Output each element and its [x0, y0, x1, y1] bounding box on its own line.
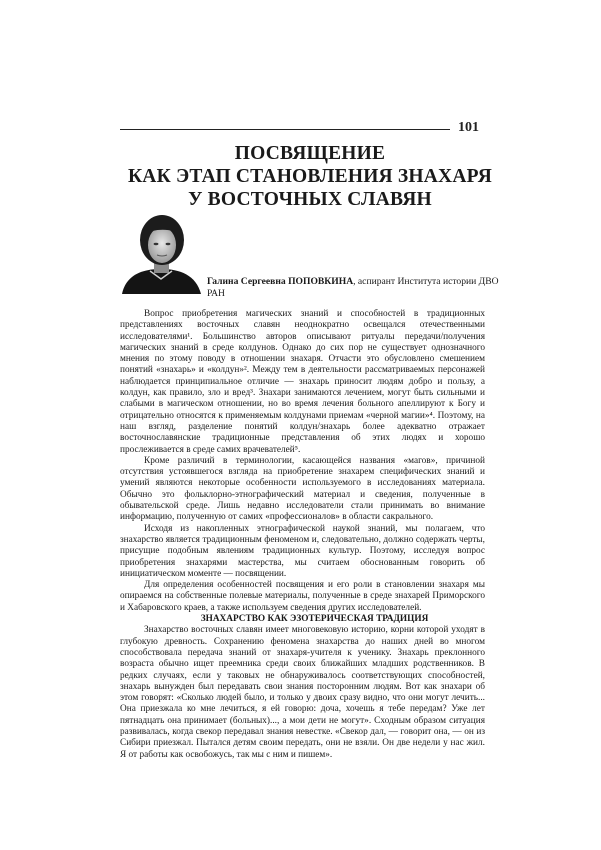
body-paragraph: Исходя из накопленных этнографической наукой знаний, мы полагаем, что знахарство является традиционным феноменом и, следовательно, должно содержать черты, присущие подобным явлениям традиционных культур. Поэтому, исследуя вопрос приобретения знахарями мастерства, мы считаем обоснованным говорить об инициатическом моменте — посвящении.: [120, 523, 485, 579]
body-paragraph: Для определения особенностей посвящения и его роли в становлении знахаря мы опираемся на собственные полевые материалы, полученные в среде знахарей Приморского и Хабаровского краев, а также используем сведения других исследователей.: [120, 580, 485, 613]
author-name: Галина Сергеевна ПОПОВКИНА: [207, 276, 354, 287]
page-number: 101: [458, 120, 479, 135]
section-heading: ЗНАХАРСТВО КАК ЭЗОТЕРИЧЕСКАЯ ТРАДИЦИЯ: [200, 614, 429, 625]
header-rule: [120, 129, 450, 130]
body-paragraph: Вопрос приобретения магических знаний и способностей в традиционных представлениях восточных славян неоднократно освещался отечественными исследователями¹. Большинство авторов описывают ритуалы передачи/получения магических знаний в среде колдунов. Однако до сих пор не существует однозначного мнения по этому поводу в отношении знахаря. Отчасти это обусловлено смешением понятий «знахарь» и «колдун»². Между тем в деятельности рассматриваемых персонажей наблюдается принципиальное отличие — знахарь приносит людям добро и пользу, а колдун, как правило, зло и вред³. Знахари занимаются лечением, могут быть сильными и слабыми в магическом отношении, но во время лечения больного апеллируют к Богу и отрицательно относятся к применяемым колдунами приемам «черной магии»⁴. Поэтому, на наш взгляд, разделение понятий колдун/знахарь более адекватно отражает восточнославянские традиционные представления об этих людях и хорошо прослеживается в среде самих врачевателей⁵.: [120, 309, 485, 455]
body-paragraph: Знахарство восточных славян имеет многовековую историю, корни которой уходят в глубокую древность. Сохранению феномена знахарства до наших дней во многом способствовала передача знаний от знахаря-учителя к ученику. Знахарь преклонного возраста обычно ищет преемника среди своих ближайших младших родственников. В редких случаях, если у таковых не обнаруживалось соответствующих способностей, знахарь вынужден был передавать свои знания посторонним людям. Вот как знахари об этом говорят: «Сколько людей было, и только у двоих сразу видно, что они могут лечить... Она приезжала ко мне лечиться, я ей говорю: доча, хочешь я тебе передам? Уже лет пятнадцать она принимает (больных)..., а мои дети не могут». Сходным образом ситуация развивалась, когда свекор передавал знания невестке. «Свекор дал, — говорит она, — он из Сибири приезжал. Пытался детям своим передать, они не взяли. Он две недели у нас жил. Я от работы как освобожусь, так мы с ним и пишем».: [120, 625, 485, 760]
title-line: КАК ЭТАП СТАНОВЛЕНИЯ ЗНАХАРЯ: [127, 166, 493, 187]
title-line: ПОСВЯЩЕНИЕ: [234, 143, 386, 164]
author-byline: [207, 276, 507, 300]
title-line: У ВОСТОЧНЫХ СЛАВЯН: [188, 189, 432, 210]
article-body: [120, 309, 485, 761]
author-photo: [120, 213, 203, 294]
article-title: [110, 142, 510, 211]
author-affiliation: , аспирант Института истории ДВО РАН: [207, 276, 499, 299]
body-paragraph: Кроме различий в терминологии, касающейся названия «магов», причиной отсутствия устоявшегося взгляда на приобретение знахарем специфических знаний и умений являются некоторые особенности используемого в исследованиях материала. Обычно это фольклорно-этнографический материал и сведения, полученные в обывательской среде. Лишь недавно исследователи стали принимать во внимание информацию, полученную от самих «профессионалов» в области сакрального.: [120, 455, 485, 523]
